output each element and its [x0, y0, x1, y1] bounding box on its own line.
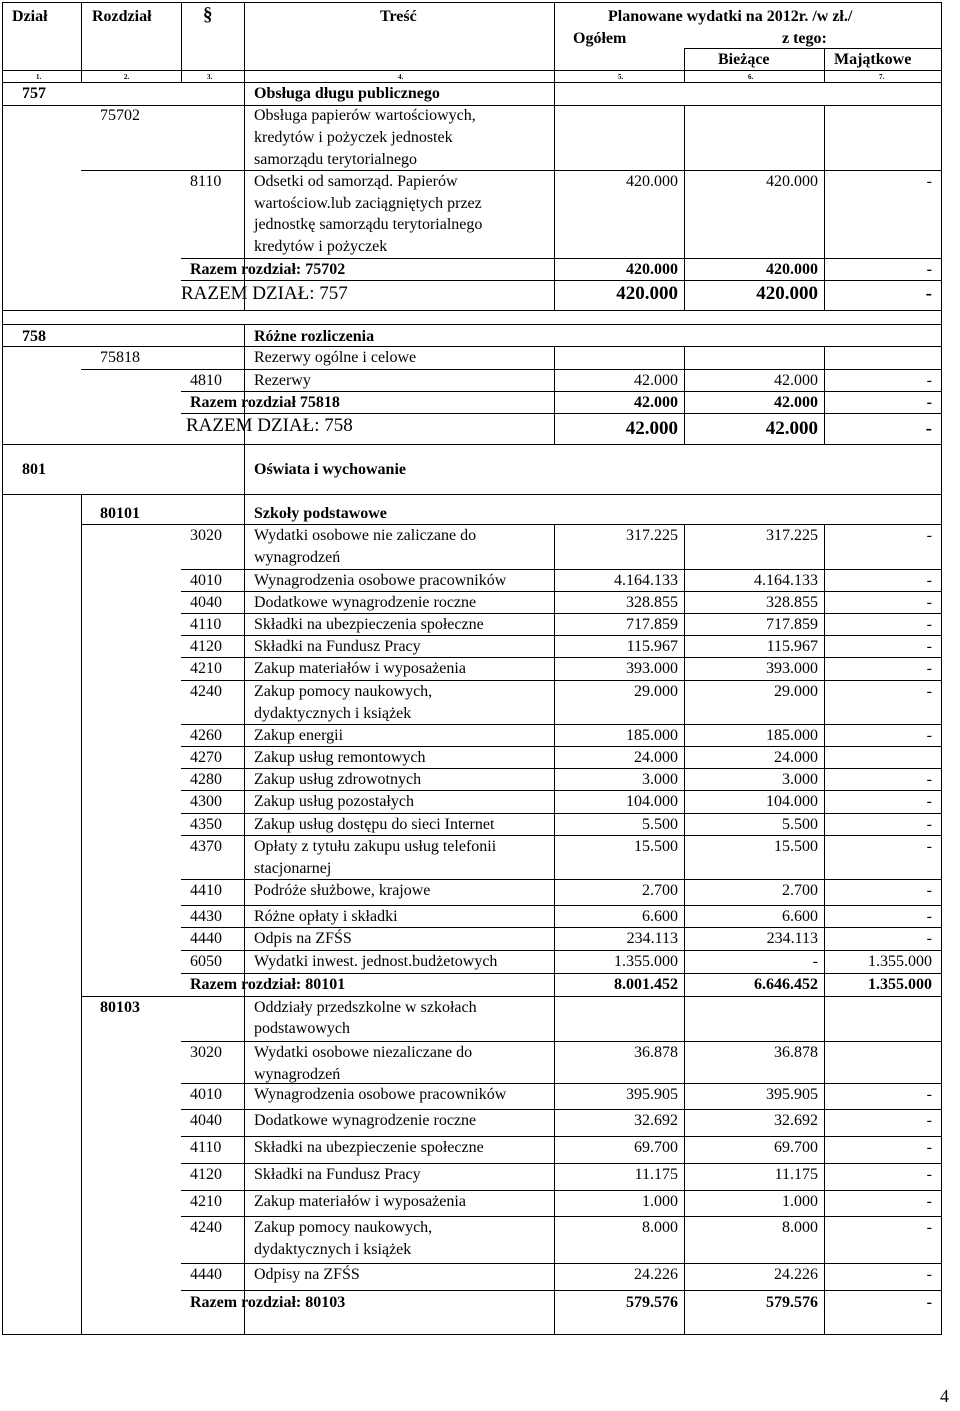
- dzial-title: Różne rozliczenia: [254, 328, 375, 345]
- amount-ogolem: 4.164.133: [614, 572, 678, 589]
- divider: [824, 48, 825, 82]
- item-name: Wydatki osobowe nie zaliczane do: [254, 527, 477, 544]
- amount-majatkowe: -: [926, 683, 932, 700]
- subtotal-majatkowe: -: [926, 1294, 932, 1311]
- item-name-line: jednostkę samorządu terytorialnego: [254, 216, 483, 233]
- amount-biezace: 42.000: [774, 372, 818, 389]
- item-name: Składki na ubezpieczenie społeczne: [254, 1139, 484, 1156]
- column-number: 3.: [207, 73, 213, 81]
- subtotal-label: Razem rozdział: 75702: [190, 261, 346, 278]
- amount-ogolem: 717.859: [626, 616, 678, 633]
- amount-ogolem: 36.878: [634, 1044, 678, 1061]
- amount-biezace: 328.855: [766, 594, 818, 611]
- subtotal-biezace: 42.000: [774, 394, 818, 411]
- subtotal-ogolem: 42.000: [634, 394, 678, 411]
- subtotal-majatkowe: 1.355.000: [868, 976, 932, 993]
- amount-majatkowe: -: [926, 616, 932, 633]
- amount-biezace: 717.859: [766, 616, 818, 633]
- amount-majatkowe: -: [926, 771, 932, 788]
- rozdzial-code: 75818: [100, 349, 140, 366]
- amount-ogolem: 234.113: [626, 930, 678, 947]
- item-name: Zakup energii: [254, 727, 344, 744]
- item-name: Wydatki inwest. jednost.budżetowych: [254, 953, 498, 970]
- amount-biezace: 24.000: [774, 749, 818, 766]
- item-name-line: stacjonarnej: [254, 860, 332, 877]
- divider: [2, 310, 942, 311]
- amount-biezace: 6.600: [782, 908, 818, 925]
- page-number: 4: [940, 1386, 949, 1406]
- amount-biezace: -: [812, 953, 818, 970]
- item-name: Dodatkowe wynagrodzenie roczne: [254, 1112, 477, 1129]
- item-name: Zakup pomocy naukowych,: [254, 1219, 433, 1236]
- divider: [2, 444, 942, 445]
- dzial-code: 801: [22, 461, 46, 478]
- item-name-line: wynagrodzeń: [254, 549, 341, 566]
- amount-biezace: 4.164.133: [754, 572, 818, 589]
- item-name: Podróże służbowe, krajowe: [254, 882, 431, 899]
- paragraph-code: 4350: [190, 816, 222, 833]
- paragraph-code: 4210: [190, 1193, 222, 1210]
- total-biezace: 420.000: [756, 283, 818, 304]
- column-number: 5.: [618, 73, 624, 81]
- header-dzial: Dział: [12, 8, 48, 25]
- paragraph-code: 3020: [190, 1044, 222, 1061]
- amount-biezace: 1.000: [782, 1193, 818, 1210]
- item-name: Odpisy na ZFŚS: [254, 1266, 360, 1283]
- amount-biezace: 8.000: [782, 1219, 818, 1236]
- item-name-line: kredytów i pożyczek: [254, 238, 388, 255]
- amount-majatkowe: -: [926, 173, 932, 190]
- header-tresc: Treść: [380, 8, 417, 25]
- paragraph-code: 4240: [190, 1219, 222, 1236]
- item-name: Różne opłaty i składki: [254, 908, 398, 925]
- item-name: Zakup usług pozostałych: [254, 793, 414, 810]
- paragraph-code: 4440: [190, 1266, 222, 1283]
- dzial-code: 757: [22, 85, 46, 102]
- paragraph-code: 4430: [190, 908, 222, 925]
- paragraph-code: 4280: [190, 771, 222, 788]
- total-label: RAZEM DZIAŁ: 757: [181, 283, 348, 304]
- column-number: 2.: [124, 73, 130, 81]
- subtotal-biezace: 6.646.452: [754, 976, 818, 993]
- dzial-code: 758: [22, 328, 46, 345]
- divider: [244, 444, 245, 494]
- header-rozdzial: Rozdział: [92, 8, 152, 25]
- subtotal-label: Razem rozdział: 80101: [190, 976, 346, 993]
- paragraph-code: 4110: [190, 1139, 222, 1156]
- item-name-line: Odsetki od samorząd. Papierów: [254, 173, 458, 190]
- amount-majatkowe: -: [926, 572, 932, 589]
- amount-ogolem: 328.855: [626, 594, 678, 611]
- rozdzial-title: Szkoły podstawowe: [254, 505, 387, 522]
- amount-ogolem: 317.225: [626, 527, 678, 544]
- amount-biezace: 2.700: [782, 882, 818, 899]
- amount-ogolem: 15.500: [634, 838, 678, 855]
- amount-ogolem: 11.175: [634, 1166, 678, 1183]
- amount-ogolem: 2.700: [642, 882, 678, 899]
- divider: [2, 70, 942, 71]
- amount-majatkowe: -: [926, 660, 932, 677]
- paragraph-code: 4120: [190, 1166, 222, 1183]
- item-name: Odpis na ZFŚS: [254, 930, 352, 947]
- amount-biezace: 24.226: [774, 1266, 818, 1283]
- amount-majatkowe: -: [926, 1139, 932, 1156]
- rozdzial-title: Oddziały przedszkolne w szkołach: [254, 999, 477, 1016]
- amount-ogolem: 1.000: [642, 1193, 678, 1210]
- amount-majatkowe: -: [926, 1193, 932, 1210]
- paragraph-code: 3020: [190, 527, 222, 544]
- rozdzial-code: 80103: [100, 999, 140, 1016]
- paragraph-code: 4410: [190, 882, 222, 899]
- amount-ogolem: 395.905: [626, 1086, 678, 1103]
- rozdzial-code: 75702: [100, 107, 140, 124]
- amount-majatkowe: -: [926, 816, 932, 833]
- divider: [81, 996, 942, 997]
- item-name: Zakup pomocy naukowych,: [254, 683, 433, 700]
- amount-ogolem: 24.000: [634, 749, 678, 766]
- amount-biezace: 3.000: [782, 771, 818, 788]
- divider: [181, 1290, 942, 1291]
- paragraph-code: 4110: [190, 616, 222, 633]
- rozdzial-title-line: podstawowych: [254, 1020, 350, 1037]
- amount-ogolem: 29.000: [634, 683, 678, 700]
- amount-majatkowe: -: [926, 908, 932, 925]
- column-number: 6.: [748, 73, 754, 81]
- amount-majatkowe: -: [926, 1266, 932, 1283]
- total-majatkowe: -: [925, 283, 932, 304]
- subtotal-biezace: 420.000: [766, 261, 818, 278]
- amount-majatkowe: -: [926, 930, 932, 947]
- total-ogolem: 420.000: [616, 283, 678, 304]
- paragraph-code: 4260: [190, 727, 222, 744]
- item-name: Zakup materiałów i wyposażenia: [254, 1193, 466, 1210]
- rozdzial-code: 80101: [100, 505, 140, 522]
- amount-biezace: 29.000: [774, 683, 818, 700]
- amount-ogolem: 42.000: [634, 372, 678, 389]
- header-paragraph: §: [203, 4, 213, 25]
- item-name: Wydatki osobowe niezaliczane do: [254, 1044, 473, 1061]
- total-ogolem: 42.000: [625, 418, 678, 439]
- item-name: Opłaty z tytułu zakupu usług telefonii: [254, 838, 497, 855]
- paragraph-code: 4270: [190, 749, 222, 766]
- amount-biezace: 11.175: [774, 1166, 818, 1183]
- divider: [2, 82, 942, 83]
- rozdzial-title: Rezerwy ogólne i celowe: [254, 349, 417, 366]
- header-majatkowe: Majątkowe: [834, 51, 912, 68]
- amount-biezace: 5.500: [782, 816, 818, 833]
- total-label: RAZEM DZIAŁ: 758: [186, 415, 353, 436]
- paragraph-code: 4440: [190, 930, 222, 947]
- amount-majatkowe: -: [926, 838, 932, 855]
- subtotal-label: Razem rozdział: 80103: [190, 1294, 346, 1311]
- paragraph-code: 4240: [190, 683, 222, 700]
- item-name: Składki na ubezpieczenia społeczne: [254, 616, 484, 633]
- amount-biezace: 393.000: [766, 660, 818, 677]
- subtotal-majatkowe: -: [926, 261, 932, 278]
- divider: [2, 324, 942, 325]
- amount-biezace: 104.000: [766, 793, 818, 810]
- header-ogolem: Ogółem: [573, 30, 627, 47]
- subtotal-ogolem: 579.576: [626, 1294, 678, 1311]
- amount-majatkowe: -: [926, 1086, 932, 1103]
- item-name: Składki na Fundusz Pracy: [254, 1166, 421, 1183]
- amount-ogolem: 185.000: [626, 727, 678, 744]
- rozdzial-title-line: Obsługa papierów wartościowych,: [254, 107, 476, 124]
- divider: [81, 494, 82, 1335]
- amount-ogolem: 420.000: [626, 173, 678, 190]
- header-biezace: Bieżące: [718, 51, 770, 68]
- paragraph-code: 4040: [190, 594, 222, 611]
- column-number: 7.: [879, 73, 885, 81]
- paragraph-code: 4210: [190, 660, 222, 677]
- amount-ogolem: 8.000: [642, 1219, 678, 1236]
- amount-biezace: 115.967: [766, 638, 818, 655]
- subtotal-label: Razem rozdział 75818: [190, 394, 340, 411]
- amount-majatkowe: -: [926, 594, 932, 611]
- rozdzial-title-line: kredytów i pożyczek jednostek: [254, 129, 453, 146]
- header-planned: Planowane wydatki na 2012r. /w zł./: [608, 8, 853, 25]
- amount-biezace: 420.000: [766, 173, 818, 190]
- paragraph-code: 4010: [190, 1086, 222, 1103]
- subtotal-ogolem: 8.001.452: [614, 976, 678, 993]
- paragraph-code: 4300: [190, 793, 222, 810]
- amount-majatkowe: -: [926, 1219, 932, 1236]
- amount-ogolem: 32.692: [634, 1112, 678, 1129]
- amount-majatkowe: -: [926, 372, 932, 389]
- amount-majatkowe: -: [926, 1166, 932, 1183]
- rozdzial-title-line: samorządu terytorialnego: [254, 151, 418, 168]
- amount-majatkowe: -: [926, 727, 932, 744]
- item-name: Rezerwy: [254, 372, 311, 389]
- amount-biezace: 32.692: [774, 1112, 818, 1129]
- item-name: Zakup usług zdrowotnych: [254, 771, 422, 788]
- amount-majatkowe: -: [926, 882, 932, 899]
- amount-majatkowe: -: [926, 793, 932, 810]
- amount-ogolem: 3.000: [642, 771, 678, 788]
- divider: [2, 346, 942, 347]
- paragraph-code: 6050: [190, 953, 222, 970]
- paragraph-code: 4370: [190, 838, 222, 855]
- amount-ogolem: 104.000: [626, 793, 678, 810]
- divider: [2, 494, 942, 495]
- column-number: 4.: [398, 73, 404, 81]
- paragraph-code: 4120: [190, 638, 222, 655]
- item-name: Wynagrodzenia osobowe pracowników: [254, 572, 507, 589]
- divider: [244, 494, 245, 1335]
- item-name-line: dydaktycznych i książek: [254, 1241, 412, 1258]
- subtotal-majatkowe: -: [926, 394, 932, 411]
- amount-biezace: 36.878: [774, 1044, 818, 1061]
- amount-majatkowe: -: [926, 638, 932, 655]
- header-z-tego: z tego:: [782, 30, 827, 47]
- amount-ogolem: 6.600: [642, 908, 678, 925]
- amount-majatkowe: -: [926, 1112, 932, 1129]
- item-name-line: dydaktycznych i książek: [254, 705, 412, 722]
- item-name: Zakup usług dostępu do sieci Internet: [254, 816, 495, 833]
- amount-ogolem: 393.000: [626, 660, 678, 677]
- amount-majatkowe: -: [926, 527, 932, 544]
- paragraph-code: 8110: [190, 173, 222, 190]
- item-name-line: wynagrodzeń: [254, 1066, 341, 1083]
- item-name: Dodatkowe wynagrodzenie roczne: [254, 594, 477, 611]
- divider: [684, 48, 685, 82]
- paragraph-code: 4810: [190, 372, 222, 389]
- paragraph-code: 4010: [190, 572, 222, 589]
- amount-biezace: 185.000: [766, 727, 818, 744]
- item-name: Wynagrodzenia osobowe pracowników: [254, 1086, 507, 1103]
- amount-biezace: 395.905: [766, 1086, 818, 1103]
- column-number: 1.: [36, 73, 42, 81]
- amount-ogolem: 24.226: [634, 1266, 678, 1283]
- amount-ogolem: 69.700: [634, 1139, 678, 1156]
- item-name: Zakup materiałów i wyposażenia: [254, 660, 466, 677]
- amount-biezace: 234.113: [766, 930, 818, 947]
- item-name: Zakup usług remontowych: [254, 749, 426, 766]
- item-name-line: wartościow.lub zaciągniętych przez: [254, 195, 482, 212]
- paragraph-code: 4040: [190, 1112, 222, 1129]
- amount-ogolem: 5.500: [642, 816, 678, 833]
- amount-biezace: 69.700: [774, 1139, 818, 1156]
- amount-majatkowe: 1.355.000: [868, 953, 932, 970]
- subtotal-ogolem: 420.000: [626, 261, 678, 278]
- total-majatkowe: -: [925, 418, 932, 439]
- amount-biezace: 15.500: [774, 838, 818, 855]
- item-name: Składki na Fundusz Pracy: [254, 638, 421, 655]
- total-biezace: 42.000: [765, 418, 818, 439]
- subtotal-biezace: 579.576: [766, 1294, 818, 1311]
- amount-ogolem: 115.967: [626, 638, 678, 655]
- dzial-title: Oświata i wychowanie: [254, 461, 406, 478]
- dzial-title: Obsługa długu publicznego: [254, 85, 440, 102]
- amount-ogolem: 1.355.000: [614, 953, 678, 970]
- amount-biezace: 317.225: [766, 527, 818, 544]
